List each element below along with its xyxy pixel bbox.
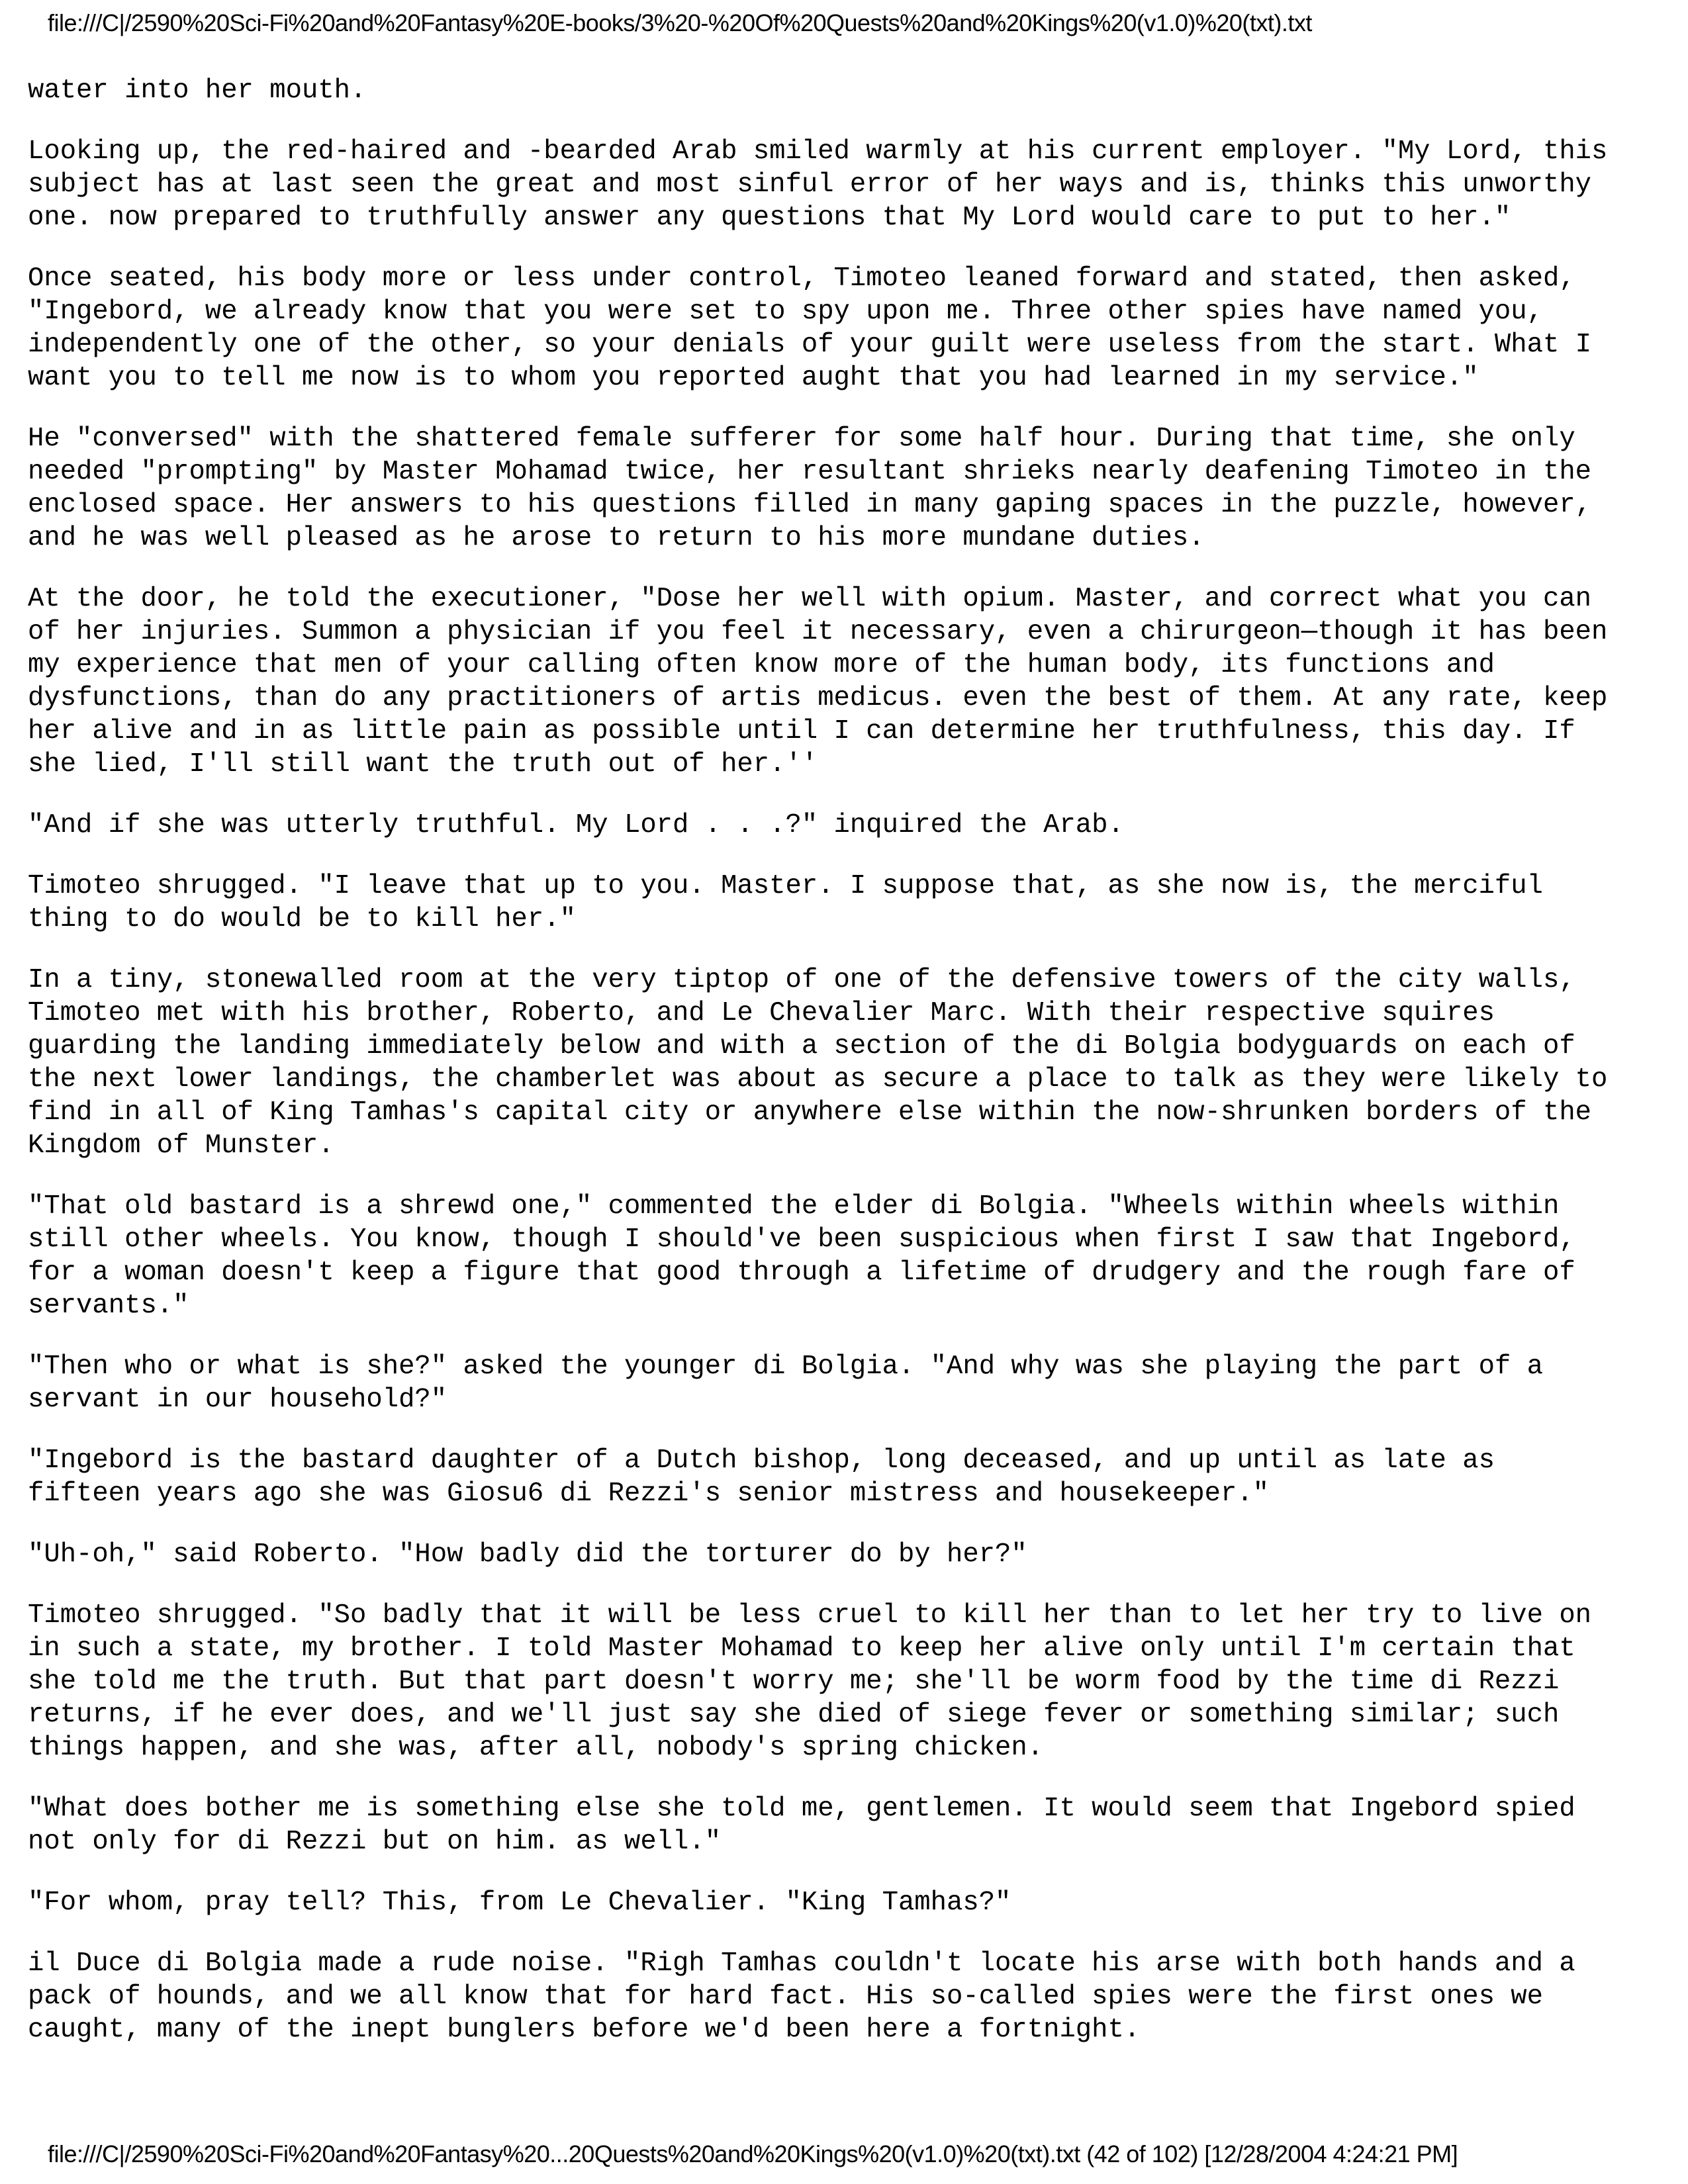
paragraph: Timoteo shrugged. "I leave that up to you. Master. I suppose that, as she now is, the merciful thing to do would be to kill her." xyxy=(28,871,1543,934)
page-footer-url: file:///C|/2590%20Sci-Fi%20and%20Fantasy%20...20Quests%20and%20Kings%20(v1.0)%20(txt).txt (42 of 102) [12/28/2004 4:24:21 PM] xyxy=(48,2140,1458,2167)
paragraph: il Duce di Bolgia made a rude noise. "Righ Tamhas couldn't locate his arse with both hands and a pack of hounds, and we all know that for hard fact. His so-called spies were the first ones we caught, many of the inept bunglers before we'd been here a fortnight. xyxy=(28,1948,1575,2045)
paragraph: "Then who or what is she?" asked the younger di Bolgia. "And why was she playing the part of a servant in our household?" xyxy=(28,1351,1543,1415)
paragraph: Timoteo shrugged. "So badly that it will be less cruel to kill her than to let her try to live on in such a state, my brother. I told Master Mohamad to keep her alive only until I'm certain that she told me the truth. But that part doesn't worry me; she'll be worm food by the time di Rezzi returns, if he ever does, and we'll just say she died of siege fever or something similar; such things happen, and she was, after all, nobody's spring chicken. xyxy=(28,1600,1592,1763)
document-body xyxy=(28,74,1663,2074)
paragraph: "And if she was utterly truthful. My Lord . . .?" inquired the Arab. xyxy=(28,810,1124,841)
paragraph: "What does bother me is something else she told me, gentlemen. It would seem that Ingebord spied not only for di Rezzi but on him. as well." xyxy=(28,1794,1575,1857)
paragraph: At the door, he told the executioner, "Dose her well with opium. Master, and correct what you can of her injuries. Summon a physician if you feel it necessary, even a chirurgeon—though it has been my experience that men of your calling often know more of the human body, its functions and dysfunctions, than do any practitioners of artis medicus. even the best of them. At any rate, keep her alive and in as little pain as possible until I can determine her truthfulness, this day. If she lied, I'll still want the truth out of her.'' xyxy=(28,584,1608,780)
paragraph: Once seated, his body more or less under control, Timoteo leaned forward and stated, then asked, "Ingebord, we already know that you were set to spy upon me. Three other spies have named you, independently one of the other, so your denials of your guilt were useless from the start. What I want you to tell me now is to whom you reported aught that you had learned in my service." xyxy=(28,263,1592,393)
page-header-url: file:///C|/2590%20Sci-Fi%20and%20Fantasy%20E-books/3%20-%20Of%20Quests%20and%20Kings%20(v1.0)%20(txt).txt xyxy=(48,9,1312,36)
paragraph: "That old bastard is a shrewd one," commented the elder di Bolgia. "Wheels within wheels within still other wheels. You know, though I should've been suspicious when first I saw that Ingebord, for a woman doesn't keep a figure that good through a lifetime of drudgery and the rough fare of servants." xyxy=(28,1191,1575,1321)
paragraph: Looking up, the red-haired and -bearded Arab smiled warmly at his current employer. "My Lord, this subject has at last seen the great and most sinful error of her ways and is, thinks this unworthy one. now prepared to truthfully answer any questions that My Lord would care to put to her." xyxy=(28,136,1608,233)
paragraph: In a tiny, stonewalled room at the very tiptop of one of the defensive towers of the city walls, Timoteo met with his brother, Roberto, and Le Chevalier Marc. With their respective squires guarding the landing immediately below and with a section of the di Bolgia bodyguards on each of the next lower landings, the chamberlet was about as secure a place to talk as they were likely to find in all of King Tamhas's capital city or anywhere else within the now-shrunken borders of the Kingdom of Munster. xyxy=(28,965,1608,1161)
paragraph: water into her mouth. xyxy=(28,75,367,106)
paragraph: "For whom, pray tell? This, from Le Chevalier. "King Tamhas?" xyxy=(28,1888,1011,1918)
paragraph: "Uh-oh," said Roberto. "How badly did the torturer do by her?" xyxy=(28,1539,1027,1570)
paragraph: "Ingebord is the bastard daughter of a Dutch bishop, long deceased, and up until as late as fifteen years ago she was Giosu6 di Rezzi's senior mistress and housekeeper." xyxy=(28,1445,1495,1509)
paragraph: He "conversed" with the shattered female sufferer for some half hour. During that time, she only needed "prompting" by Master Mohamad twice, her resultant shrieks nearly deafening Timoteo in the enclosed space. Her answers to his questions filled in many gaping spaces in the puzzle, however, and he was well pleased as he arose to return to his more mundane duties. xyxy=(28,424,1592,553)
